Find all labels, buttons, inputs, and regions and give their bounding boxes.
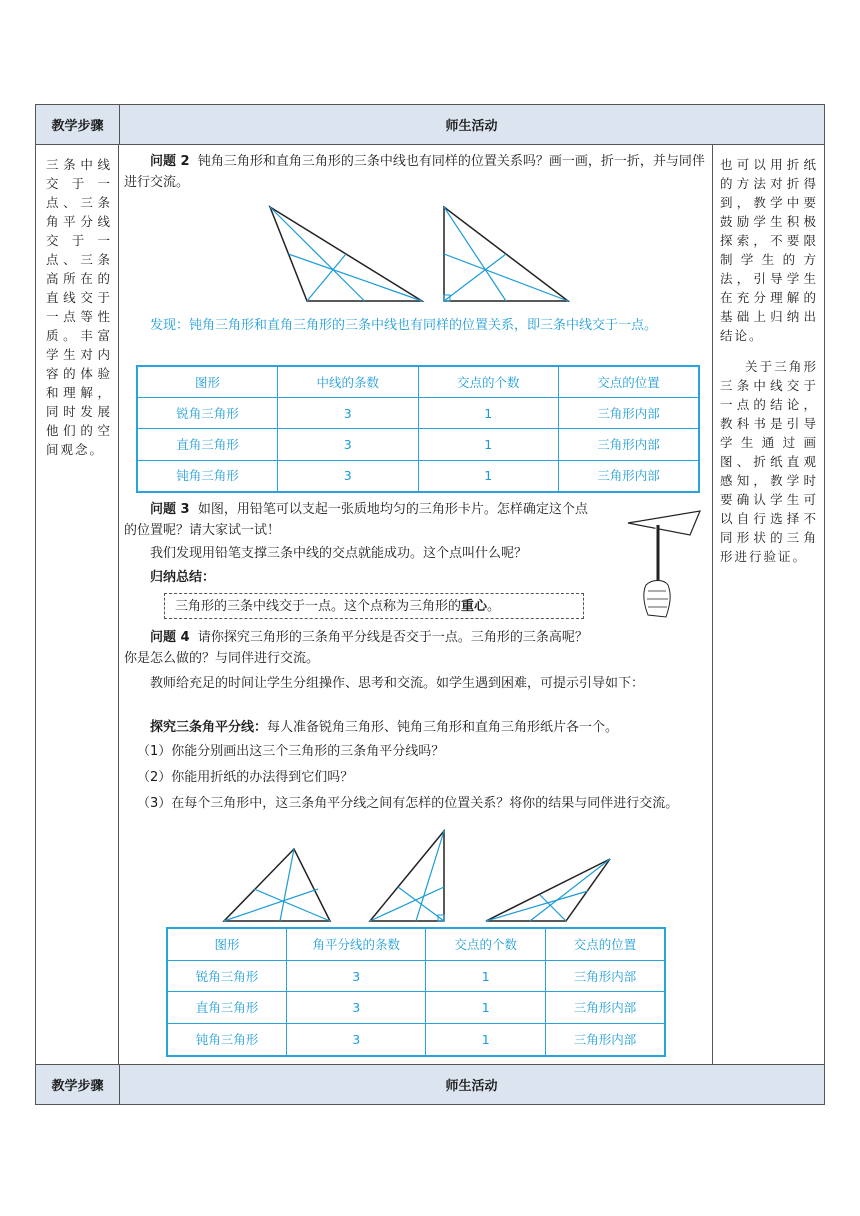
question-4 [124, 627, 594, 669]
table2-cell: 直角三角形 [167, 992, 287, 1024]
explore-label: 探究三条角平分线： [150, 720, 268, 735]
table-row [137, 398, 699, 429]
header-activities: 师生活动 [445, 119, 498, 134]
obtuse-triangle-medians-figure [264, 205, 424, 305]
question-2 [124, 151, 714, 193]
table1-header-position: 交点的位置 [559, 366, 700, 398]
footer-header-steps: 教学步骤 [36, 1065, 120, 1104]
table1-cell: 3 [278, 429, 419, 460]
right-triangle-medians-figure [442, 205, 572, 305]
summary-text: 三角形的三条中线交于一点。这个点称为三角形的 [175, 599, 462, 614]
table2-header-position: 交点的位置 [545, 928, 665, 960]
table-header-bottom [35, 1064, 825, 1105]
table2-cell: 3 [287, 992, 426, 1024]
table1-header-points: 交点的个数 [418, 366, 559, 398]
question-3 [124, 499, 594, 541]
table1-cell: 1 [418, 460, 559, 492]
table2-cell: 锐角三角形 [167, 960, 287, 992]
question-2-label: 问题 2 [150, 154, 190, 169]
table-row [167, 992, 665, 1024]
divider-left [118, 145, 119, 1065]
table1-cell: 3 [278, 398, 419, 429]
sub-question-1: （1）你能分别画出这三个三角形的三条角平分线吗？ [137, 744, 445, 759]
question-3-follow: 我们发现用铅笔支撑三条中线的交点就能成功。这个点叫什么呢？ [150, 546, 528, 561]
table2-header-count: 角平分线的条数 [287, 928, 426, 960]
summary-term: 重心 [461, 599, 488, 614]
sub-question-3: （3）在每个三角形中，这三条角平分线之间有怎样的位置关系？将你的结果与同伴进行交流。 [137, 796, 679, 811]
table2-cell: 三角形内部 [545, 960, 665, 992]
right-note-1: 也可以用折纸的方法对折得到，教学中要鼓励学生积极探索，不要限制学生的方法，引导学生在充分理解的基础上归纳出结论。 [720, 157, 818, 343]
explore-paragraph [124, 717, 714, 738]
header-steps: 教学步骤 [36, 105, 120, 144]
left-note: 三条中线交于一点、三条角平分线交于一点、三条高所在的直线交于一点等性质。丰富学生对内容的体验和理解，同时发展他们的空间观念。 [46, 157, 112, 457]
table1-cell: 三角形内部 [559, 398, 700, 429]
table1-cell: 1 [418, 429, 559, 460]
table1-header-count: 中线的条数 [278, 366, 419, 398]
table1-cell: 3 [278, 460, 419, 492]
table2-cell: 三角形内部 [545, 992, 665, 1024]
table2-header-points: 交点的个数 [426, 928, 546, 960]
summary-label: 归纳总结： [150, 570, 216, 585]
table2-cell: 1 [426, 960, 546, 992]
table2-cell: 三角形内部 [545, 1024, 665, 1056]
table2-cell: 3 [287, 960, 426, 992]
lesson-plan-page [35, 104, 825, 1106]
table1-cell: 三角形内部 [559, 460, 700, 492]
table2-cell: 1 [426, 992, 546, 1024]
table2-cell: 3 [287, 1024, 426, 1056]
summary-box [164, 593, 584, 619]
table1-cell: 直角三角形 [137, 429, 278, 460]
table1-cell: 锐角三角形 [137, 398, 278, 429]
table-row [167, 1024, 665, 1056]
table1-header-shape: 图形 [137, 366, 278, 398]
question-3-text: 如图，用铅笔可以支起一张质地均匀的三角形卡片。怎样确定这个点的位置呢？请大家试一试！ [124, 502, 588, 538]
acute-triangle-bisectors-figure [222, 845, 332, 923]
table2-header-shape: 图形 [167, 928, 287, 960]
question-3-label: 问题 3 [150, 502, 190, 517]
question-4-text: 请你探究三角形的三条角平分线是否交于一点。三角形的三条高呢？你是怎么做的？与同伴进行交流。 [124, 630, 588, 666]
table1-cell: 钝角三角形 [137, 460, 278, 492]
table-header-top [35, 104, 825, 145]
summary-end: 。 [487, 599, 501, 614]
explore-text: 每人准备锐角三角形、钝角三角形和直角三角形纸片各一个。 [267, 720, 619, 735]
table2-cell: 钝角三角形 [167, 1024, 287, 1056]
pencil-balance-figure [624, 505, 704, 625]
bisectors-table [166, 927, 666, 1057]
table-body-row [35, 145, 825, 1065]
table-row [137, 460, 699, 492]
table-row [137, 429, 699, 460]
table-row [167, 960, 665, 992]
divider-right [712, 145, 713, 1065]
table2-cell: 1 [426, 1024, 546, 1056]
medians-table [136, 365, 700, 493]
obtuse-triangle-bisectors-figure [484, 857, 614, 923]
finding-text: 发现：钝角三角形和直角三角形的三条中线也有同样的位置关系，即三条中线交于一点。 [150, 318, 658, 333]
sub-question-2: （2）你能用折纸的办法得到它们吗？ [137, 770, 354, 785]
question-4-label: 问题 4 [150, 630, 190, 645]
question-2-text: 钝角三角形和直角三角形的三条中线也有同样的位置关系吗？画一画，折一折，并与同伴进行交流。 [124, 154, 705, 190]
table1-cell: 三角形内部 [559, 429, 700, 460]
teacher-note: 教师给充足的时间让学生分组操作、思考和交流。如学生遇到困难，可提示引导如下： [150, 676, 645, 691]
right-triangle-bisectors-figure [368, 829, 448, 923]
table1-cell: 1 [418, 398, 559, 429]
footer-header-activities: 师生活动 [445, 1079, 498, 1094]
right-note-2: 关于三角形三条中线交于一点的结论，教科书是引导学生通过画图、折纸直观感知，教学时要确认学生可以自行选择不同形状的三角形进行验证。 [720, 359, 818, 564]
